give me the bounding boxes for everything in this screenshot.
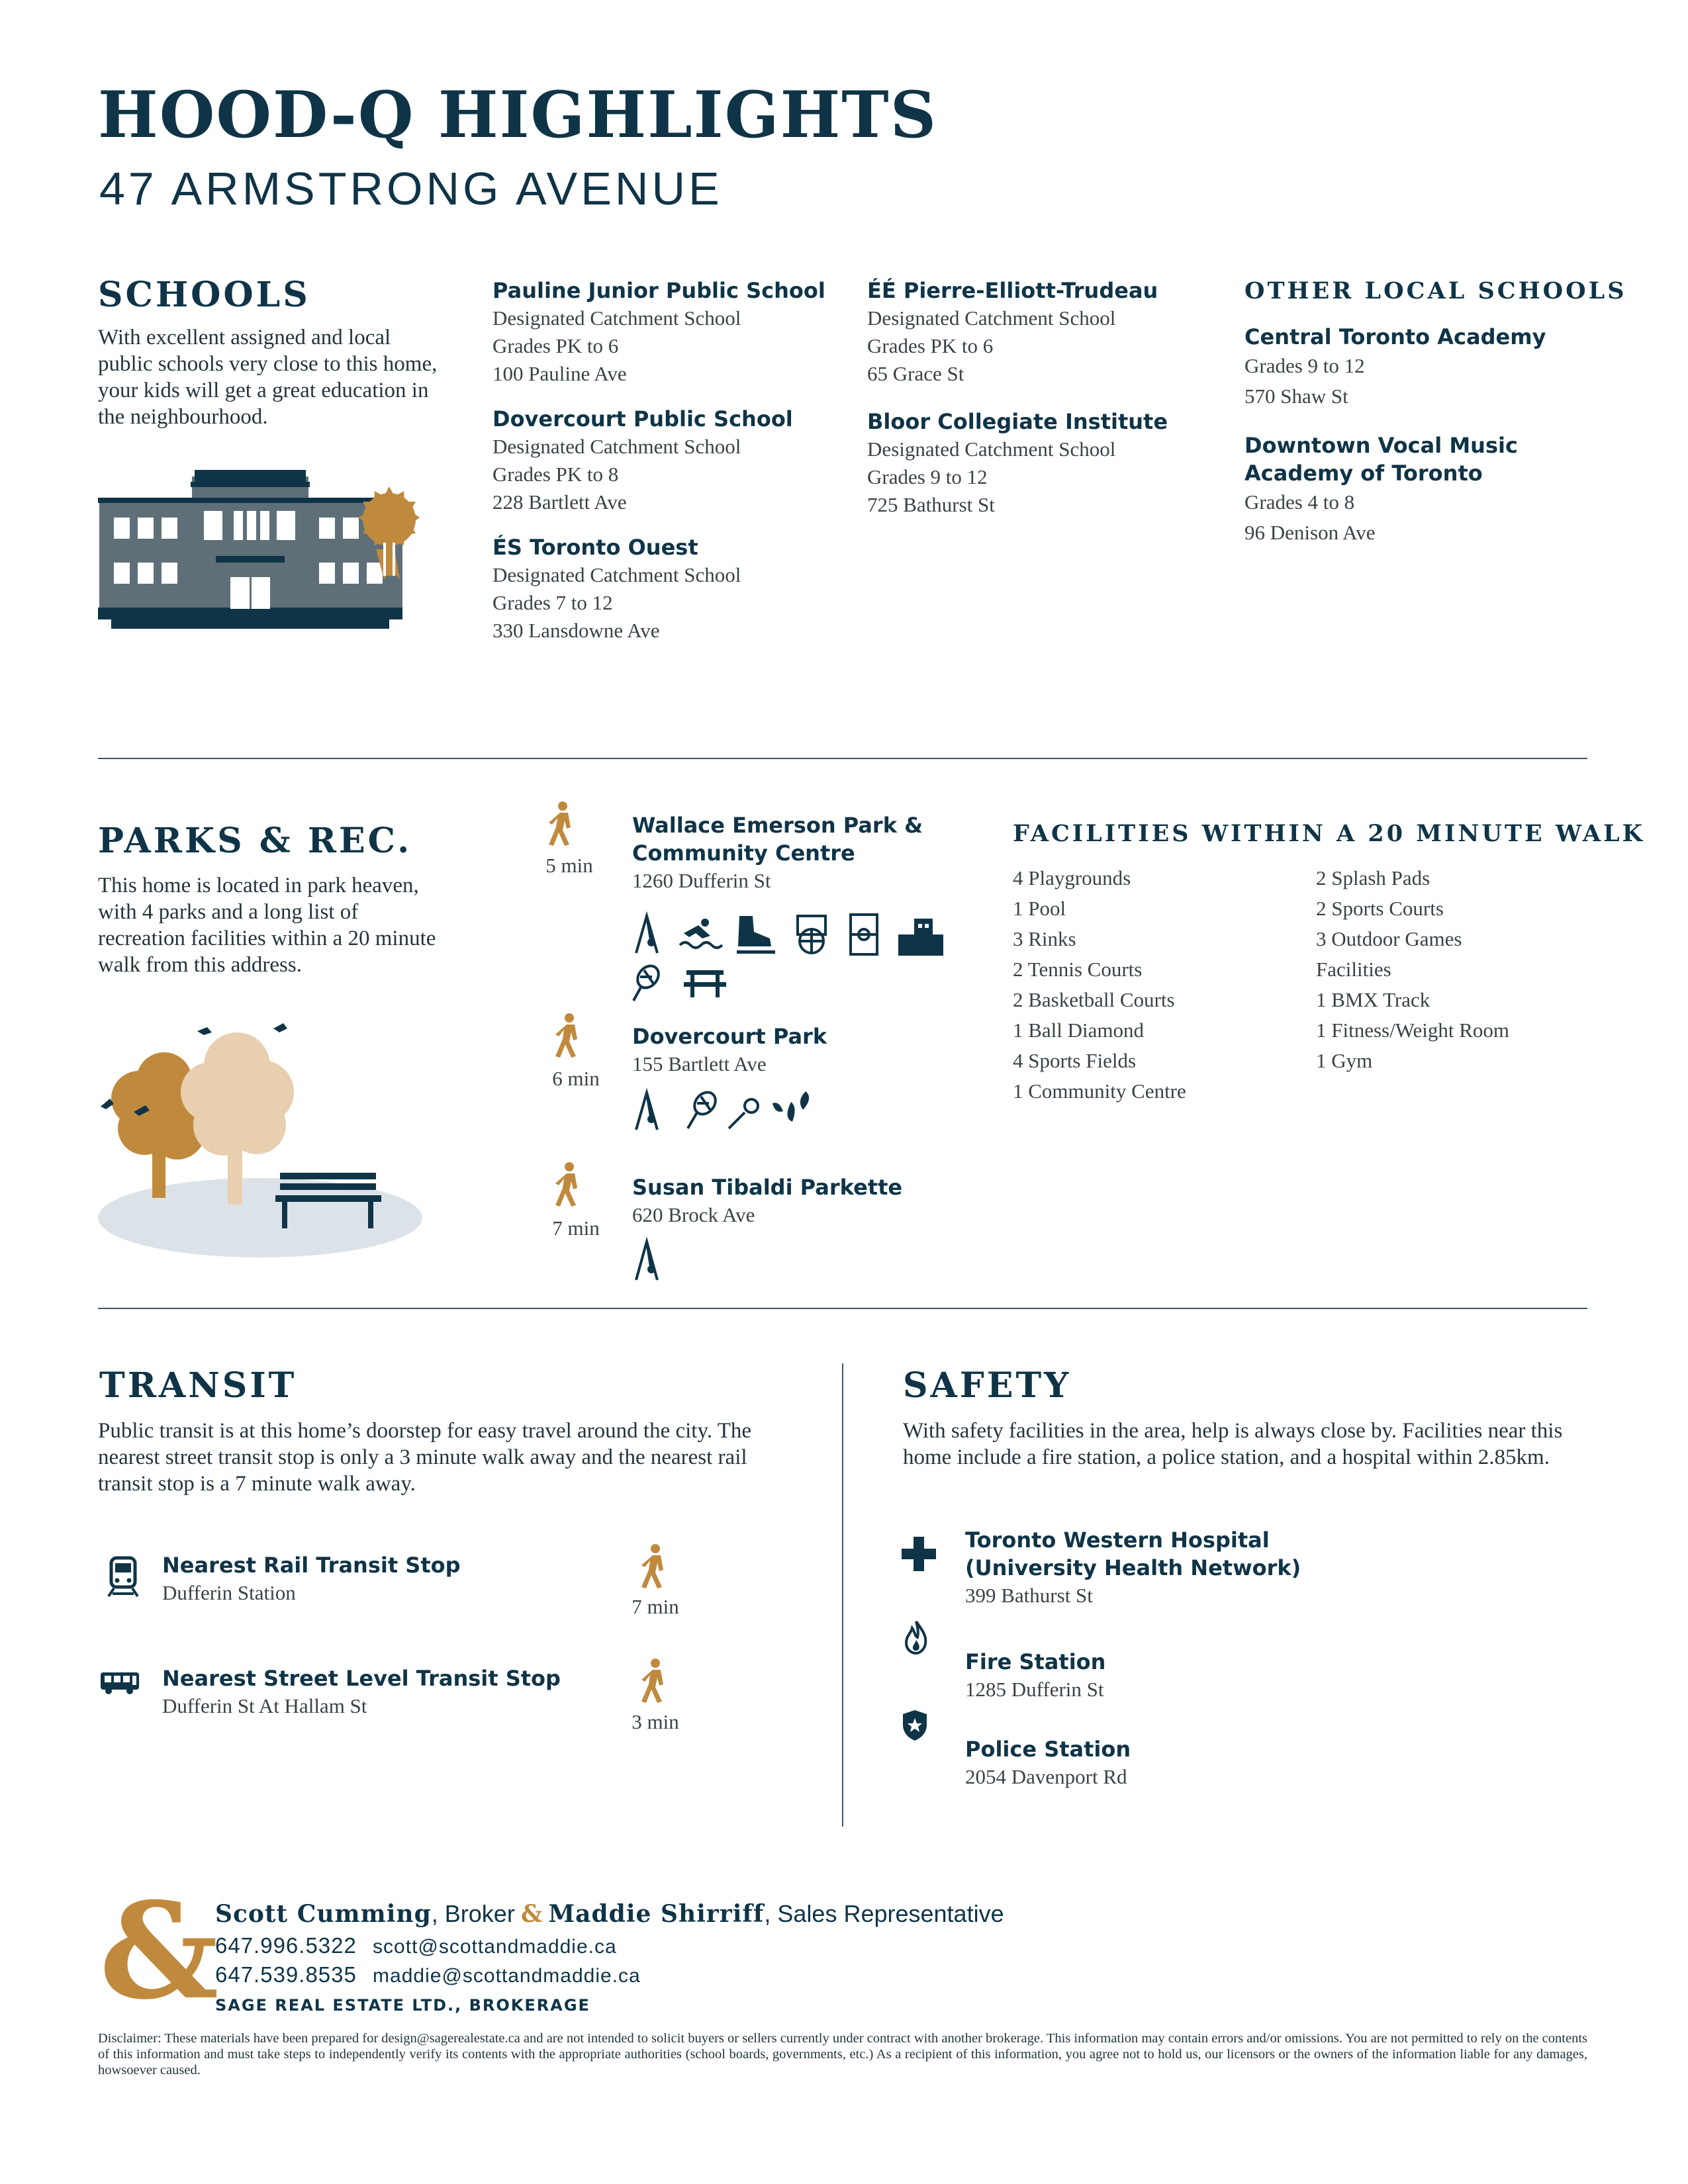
street-stop-entry [162,1664,561,1720]
facilities-list-2 [1316,863,1594,1076]
facility-item: 1 Community Centre [1013,1079,1186,1103]
school-type: Designated Catchment School [492,306,741,330]
park-illustration [98,1019,429,1264]
agent-2-title: , Sales Representative [764,1900,1004,1927]
school-grades: Grades PK to 8 [492,463,619,486]
school-name: ÉS Toronto Ouest [492,535,698,560]
park-entry [632,1173,976,1229]
school-grades: Grades 4 to 8 [1244,490,1355,514]
other-schools-heading: OTHER LOCAL SCHOOLS [1244,277,1627,304]
school-grades: Grades 9 to 12 [1244,354,1365,377]
walk-icon [635,1543,675,1590]
school-type: Designated Catchment School [867,437,1116,461]
playground-icon [636,1093,657,1130]
school-grades: Grades 9 to 12 [867,465,988,488]
playground-icon [636,916,657,953]
skate-icon [737,916,775,954]
facility-item: 2 Tennis Courts [1013,958,1143,981]
rail-stop-label: Nearest Rail Transit Stop [162,1553,461,1578]
police-shield-icon [902,1709,928,1742]
school-address: 96 Denison Ave [1244,521,1376,544]
tennis-icon [688,1088,720,1128]
school-name: Pauline Junior Public School [492,278,825,303]
hospital-name: Toronto Western Hospital [965,1527,1270,1553]
fire-station-entry [965,1648,1105,1704]
facility-item: 1 BMX Track [1316,988,1430,1011]
walk-icon [549,1161,589,1208]
park-name: Wallace Emerson Park & [632,813,923,838]
police-station-address: 2054 Davenport Rd [965,1765,1127,1788]
catchment-school-list-2 [867,277,1211,519]
phone-1[interactable]: 647.996.5322 [215,1933,357,1958]
school-building-illustration [98,463,429,635]
community-centre-icon [898,919,943,956]
contact-row-2 [215,1960,641,1991]
transit-heading: TRANSIT [99,1365,297,1406]
school-name: ÉÉ Pierre-Elliott-Trudeau [867,278,1158,303]
fire-station-name: Fire Station [965,1649,1106,1674]
park-address: 155 Bartlett Ave [632,1052,767,1075]
email-1[interactable]: scott@scottandmaddie.ca [373,1936,617,1958]
park-facility-icons [632,1089,831,1135]
walk-icon [549,1013,589,1059]
school-address: 100 Pauline Ave [492,362,627,385]
school-address: 65 Grace St [867,362,964,385]
school-address: 330 Lansdowne Ave [492,619,660,642]
police-station-entry [965,1735,1131,1791]
park-address: 620 Brock Ave [632,1203,755,1226]
other-school-list [1244,323,1589,548]
playground-icon [636,1242,657,1280]
street-stop-label: Nearest Street Level Transit Stop [162,1666,561,1691]
facility-item: 3 Rinks [1013,927,1076,950]
park-facility-icons [632,913,950,1006]
school-grades: Grades 7 to 12 [492,591,613,614]
tennis-icon [633,962,663,1001]
park-entry [632,811,976,895]
picnic-table-icon [684,970,726,997]
sports-field-icon [851,915,877,954]
facility-item: 2 Sports Courts [1316,897,1444,920]
parks-intro: This home is located in park heaven, with 4 parks and a long list of recreation facilities within a 20 minute walk from this address. [98,874,436,977]
phone-2[interactable]: 647.539.8535 [215,1962,357,1987]
school-entry [1244,323,1589,412]
school-address: 570 Shaw St [1244,385,1348,408]
transit-intro: Public transit is at this home’s doorstep for easy travel around the city. The nearest street transit stop is only a 3 minute walk away and the nearest rail transit stop is a 7 minute walk away. [98,1419,752,1496]
walk-time: 7 min [552,1216,600,1240]
fire-icon [904,1620,928,1655]
school-type: Designated Catchment School [867,306,1116,330]
ball-diamond-icon [729,1099,758,1128]
school-entry [867,277,1211,388]
ampersand-logo [93,1874,219,2029]
walk-time: 6 min [552,1067,600,1090]
park-name: Dovercourt Park [632,1024,827,1049]
park-name: Susan Tibaldi Parkette [632,1175,903,1200]
facilities-list-1 [1013,863,1304,1107]
splash-pad-icon [773,1091,809,1122]
section-divider [98,1308,1587,1309]
schools-intro: With excellent assigned and local public schools very close to this home, your kids will get a great education in the neighbourhood. [98,326,438,429]
train-icon [107,1557,139,1598]
school-name: Bloor Collegiate Institute [867,409,1168,434]
schools-heading: SCHOOLS [98,275,310,315]
school-type: Designated Catchment School [492,435,741,458]
disclaimer: Disclaimer: These materials have been prepared for design@sagerealestate.ca and are not intended to solicit buyers or sellers currently under contract with another brokerage. This information may contain errors and/or omissions. You are not permitted to rely on the contents of this information and must take steps to independently verify its contents with the appropriate authorities (school boards, governments, etc.) As a recipient of this information, you agree not to hold us, our licensors or the owners of the information liable for any damages, howsoever caused. [98,2031,1587,2077]
safety-heading: SAFETY [903,1365,1072,1406]
park-facility-icons [632,1238,672,1284]
hospital-cross-icon [902,1537,936,1571]
school-entry [492,533,837,645]
contact-row-1 [215,1931,617,1962]
section-divider [98,758,1587,759]
park-name-continued: Community Centre [632,841,855,866]
facility-item: 2 Splash Pads [1316,866,1430,889]
pool-icon [680,919,722,948]
agent-1-name: Scott Cumming [215,1900,432,1928]
facility-item: 1 Ball Diamond [1013,1019,1145,1042]
svg-text:&: & [99,1874,219,2029]
facility-item: 1 Fitness/Weight Room [1316,1019,1510,1042]
walk-time: 3 min [632,1710,679,1733]
walk-icon [543,801,583,847]
facility-item: 2 Basketball Courts [1013,988,1175,1011]
school-entry [492,405,837,516]
ampersand-separator: & [520,1900,543,1928]
safety-intro: With safety facilities in the area, help is always close by. Facilities near this home include a fire station, a police station, and a hospital within 2.85km. [903,1419,1563,1469]
property-address: 47 ARMSTRONG AVENUE [99,163,723,214]
walk-time: 7 min [632,1595,679,1618]
facility-item: 1 Pool [1013,897,1066,920]
rail-stop-entry [162,1551,461,1607]
school-name: Downtown Vocal Music [1244,433,1518,458]
facility-item: 4 Playgrounds [1013,866,1131,889]
facility-item: 4 Sports Fields [1013,1049,1137,1072]
hospital-address: 399 Bathurst St [965,1584,1093,1607]
walk-icon [635,1658,675,1704]
street-stop-name: Dufferin St At Hallam St [162,1694,367,1717]
agent-1-title: , Broker [431,1900,515,1927]
catchment-school-list-1 [492,277,837,645]
facilities-heading: FACILITIES WITHIN A 20 MINUTE WALK [1013,820,1646,847]
park-entry [632,1023,976,1078]
school-name: Dovercourt Public School [492,406,793,432]
hospital-entry [965,1526,1301,1610]
school-type: Designated Catchment School [492,563,741,586]
school-entry [492,277,837,388]
agent-line [215,1899,1004,1929]
brokerage-name: SAGE REAL ESTATE LTD., BROKERAGE [215,1996,590,2015]
basketball-icon [798,916,825,953]
walk-time: 5 min [545,854,593,877]
school-name-continued: Academy of Toronto [1244,461,1483,486]
school-name: Central Toronto Academy [1244,324,1546,349]
school-address: 228 Bartlett Ave [492,490,627,514]
agent-2-name: Maddie Shirriff [548,1900,765,1928]
facility-item: 3 Outdoor Games [1316,927,1462,950]
fire-station-address: 1285 Dufferin St [965,1678,1104,1701]
facility-item: Facilities [1316,958,1391,981]
column-divider [842,1363,843,1827]
hospital-name-continued: (University Health Network) [965,1555,1301,1580]
school-address: 725 Bathurst St [867,493,995,516]
police-station-name: Police Station [965,1737,1131,1762]
facility-item: 1 Gym [1316,1049,1373,1072]
rail-stop-name: Dufferin Station [162,1581,296,1604]
email-2[interactable]: maddie@scottandmaddie.ca [373,1965,641,1987]
school-entry [1244,432,1589,548]
school-grades: Grades PK to 6 [492,334,619,357]
parks-heading: PARKS & REC. [98,821,412,861]
page-title: HOOD-Q HIGHLIGHTS [98,77,938,152]
bus-icon [99,1671,140,1695]
school-grades: Grades PK to 6 [867,334,994,357]
school-entry [867,408,1211,519]
park-address: 1260 Dufferin St [632,869,771,892]
